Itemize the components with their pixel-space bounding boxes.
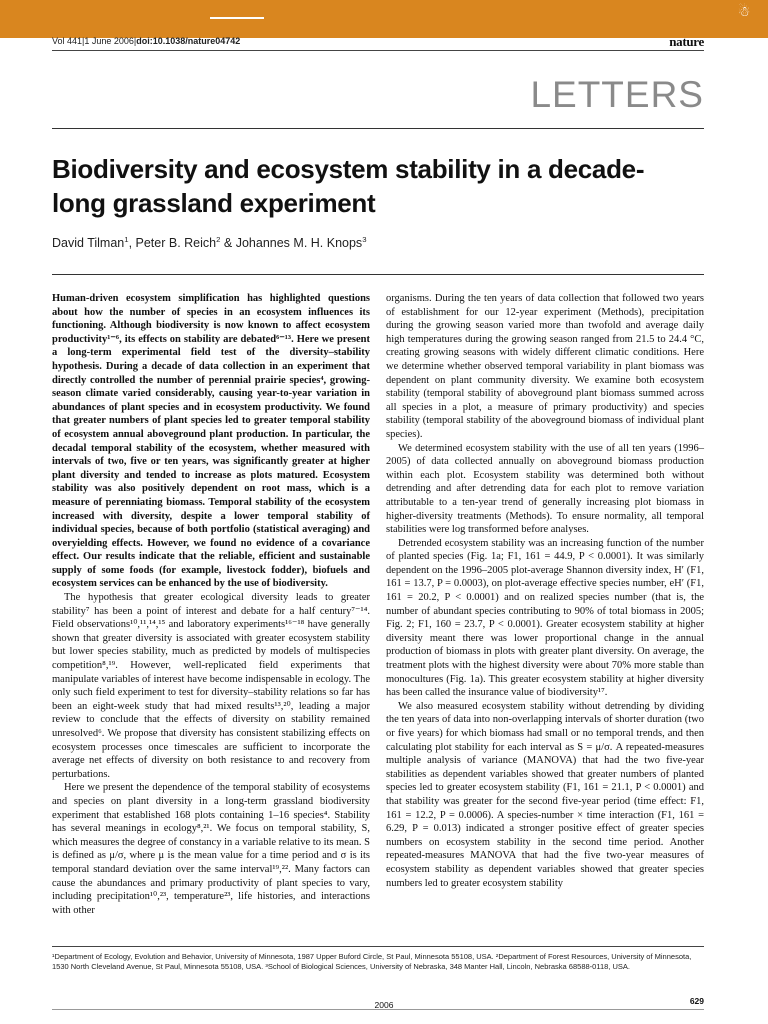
section-divider	[52, 128, 704, 129]
abstract: Human-driven ecosystem simplification has highlighted questions about how the number of species in an ecosystem influences its functioning. Although biodiversity is now known to affect ecosystem productivity¹⁻⁶, its effects on stability are debated⁶⁻¹³. Here we present a long-term experimental field test of the diversity–stability hypothesis. During a decade of data collection in an experiment that directly controlled the number of perennial prairie species⁴, growing-season climate varied considerably, causing year-to-year variation in abundances of plant species and in ecosystem productivity. We found that greater numbers of plant species led to greater temporal stability of ecosystem annual aboveground plant production. In particular, the decadal temporal stability of the ecosystem, whether measured with intervals of two, five or ten years, was significantly greater at higher plant diversity and tended to increase as plots matured. Ecosystem stability was also positively dependent on root mass, which is a measure of perenniating biomass. Temporal stability of the ecosystem increased with diversity, despite a lower temporal stability of individual species, because of both portfolio (statistical averaging) and overyielding effects. However, we found no evidence of a covariance effect. Our results indicate that the reliable, efficient and sustainable supply of some foods (for example, livestock fodder), biofuels and ecosystem services can be enhanced by the use of biodiversity.	[52, 293, 370, 590]
author-list: David Tilman$^1$, Peter B. Reich$^2$ & Johannes M. H. Knops$^3$	[52, 234, 367, 250]
body-paragraph: The hypothesis that greater ecological diversity leads to greater stability⁷ has been a point of interest and debate for a half century⁷⁻¹⁴. Field observations¹⁰,¹¹,¹⁴,¹⁵ and laboratory experiments¹⁶⁻¹⁸ have generally shown that greater diversity is associated with greater ecosystem stability but lower species stability, much as predicted by models of multispecies competition⁸,¹⁹. However, well-replicated field experiments that manipulate variables of interest have become indispensable in ecology. The only such field experiment to test for diversity–stability relations so far has been an eight-week study that had mixed results¹³,²⁰, leading a major review to conclude that the effects of diversity on stability remained unresolved⁶. We propose that diversity has consistent stabilizing effects on ecosystem processes once timescales are sufficient to incorporate the average net effects of diversity on both resistance to and recovery from perturbations.	[52, 592, 370, 780]
author-name: Johannes M. H. Knops	[235, 236, 363, 250]
footer-year: 2006	[374, 1000, 394, 1010]
affiliation-footnote: ¹Department of Ecology, Evolution and Behavior, University of Minnesota, 1987 Upper Buford Circle, St Paul, Minnesota 55108, USA. ²Department of Forest Resources, University of Minnesota, 1530 North Cleveland Avenue, St Paul, Minnesota 55108, USA. ³School of Biological Sciences, University of Nebraska, 348 Manter Hall, Lincoln, Nebraska 68588-0118, USA.	[52, 952, 692, 971]
page-number: 629	[689, 996, 704, 1006]
author-name: David Tilman	[52, 236, 125, 250]
volume-info: Vol 441|1 June 2006|	[52, 36, 137, 46]
section-heading: LETTERS	[530, 74, 704, 115]
journal-logo: nature	[669, 34, 704, 49]
article-title: Biodiversity and ecosystem stability in a decade-long grassland experiment	[52, 154, 645, 218]
author-divider	[52, 274, 704, 275]
author-name: Peter B. Reich	[135, 236, 217, 250]
body-paragraph: We determined ecosystem stability with the use of all ten years (1996–2005) of data collected annually on aboveground biomass production within each plot. Ecosystem stability was determined both without detrending and after detrending data for each plot to remove variation attributable to a ten-year trend of generally increasing plot biomass in higher-diversity treatments (Methods). To ensure normality, all temporal stabilities were log transformed before analyses.	[386, 442, 704, 536]
body-paragraph: We also measured ecosystem stability without detrending by dividing the ten years of data into non-overlapping intervals of shorter duration (two or five years) for which biomass had small or no temporal trends, and then calculating plot stability for each interval as S = μ/σ. A repeated-measures multiple analysis of variance (MANOVA) that had the two five-year stabilities as dependent variables showed that greater numbers of planted species led to greater ecosystem stability (F1, 161 = 21.1, P < 0.0001) and that stability was greater for the second five-year period (time effect: F1, 161 = 12.2, P = 0.0006). A species-number × time interaction (F1, 161 = 6.29, P = 0.013) indicated a stronger positive effect of greater species numbers on ecosystem stability in the second time period. Another repeated-measures MANOVA that had the five two-year measures of ecosystem stability as dependent variables showed that greater species numbers led to greater ecosystem stability	[386, 700, 704, 889]
citation-line	[52, 36, 240, 46]
journal-top-bar	[0, 0, 768, 38]
author-affiliation: 3	[362, 234, 367, 244]
body-paragraph: Detrended ecosystem stability was an increasing function of the number of planted species (Fig. 1a; F1, 161 = 44.9, P < 0.0001). It was similarly dependent on the 1996–2005 plot-average Shannon diversity index, H′ (F1, 161 = 13.7, P = 0.0003), on plot-average effective species number, eH′ (F1, 161 = 20.2, P < 0.0001) and on realized species number (that is, the number of abundant species contributing to 90% of total biomass in 2005; Fig. 2; F1, 160 = 23.7, P < 0.0001). Greater ecosystem stability at higher diversity meant there was lower proportional change in the annual production of biomass in plots with greater plant diversity. On average, the treatment plots with the highest diversity were about 70% more stable than monocultures (Fig. 1a). This greater ecosystem stability at higher diversity has been called the insurance value of biodiversity¹⁷.	[386, 537, 704, 699]
body-paragraph: organisms. During the ten years of data collection that followed two years of establishment for our 12-year experiment (Methods), precipitation during the growing season varied more than twofold and average daily high temperatures during the growing season ranged from 21.5 to 24.4 °C, creating growing seasons with widely different climatic conditions. Here we determine whether observed temporal variability in plant biomass was dependent on plant community diversity. We examine both ecosystem stability (temporal stability of aboveground plant biomass summed across all species in a plot, a measure of primary productivity) and species stability (temporal stability of the aboveground biomass of individual plant species).	[386, 293, 704, 440]
right-column	[386, 292, 704, 890]
doi-link[interactable]: doi:10.1038/nature04742	[136, 36, 241, 46]
top-bar-accent-line	[210, 17, 264, 19]
footnote-divider	[52, 946, 704, 947]
open-access-icon: ☃	[737, 4, 751, 20]
author-affiliation: 1	[124, 234, 129, 244]
header-divider	[52, 50, 704, 51]
author-affiliation: 2	[216, 234, 221, 244]
body-paragraph: Here we present the dependence of the temporal stability of ecosystems and species on plant diversity in a long-term grassland biodiversity experiment that established 168 plots containing 1–16 species⁴. Stability has several meanings in ecology⁸,²¹. We focus on temporal stability, S, which measures the degree of constancy in a variable relative to its mean. S is defined as μ/σ, where μ is the mean value for a time period and σ is its temporal standard deviation over the same interval¹⁹,²². Many factors can cause the abundances and primary productivity of plant species to vary, including precipitation¹⁰,²³, temperature²³, life histories, and interactions with other	[52, 782, 370, 916]
left-column	[52, 292, 370, 917]
